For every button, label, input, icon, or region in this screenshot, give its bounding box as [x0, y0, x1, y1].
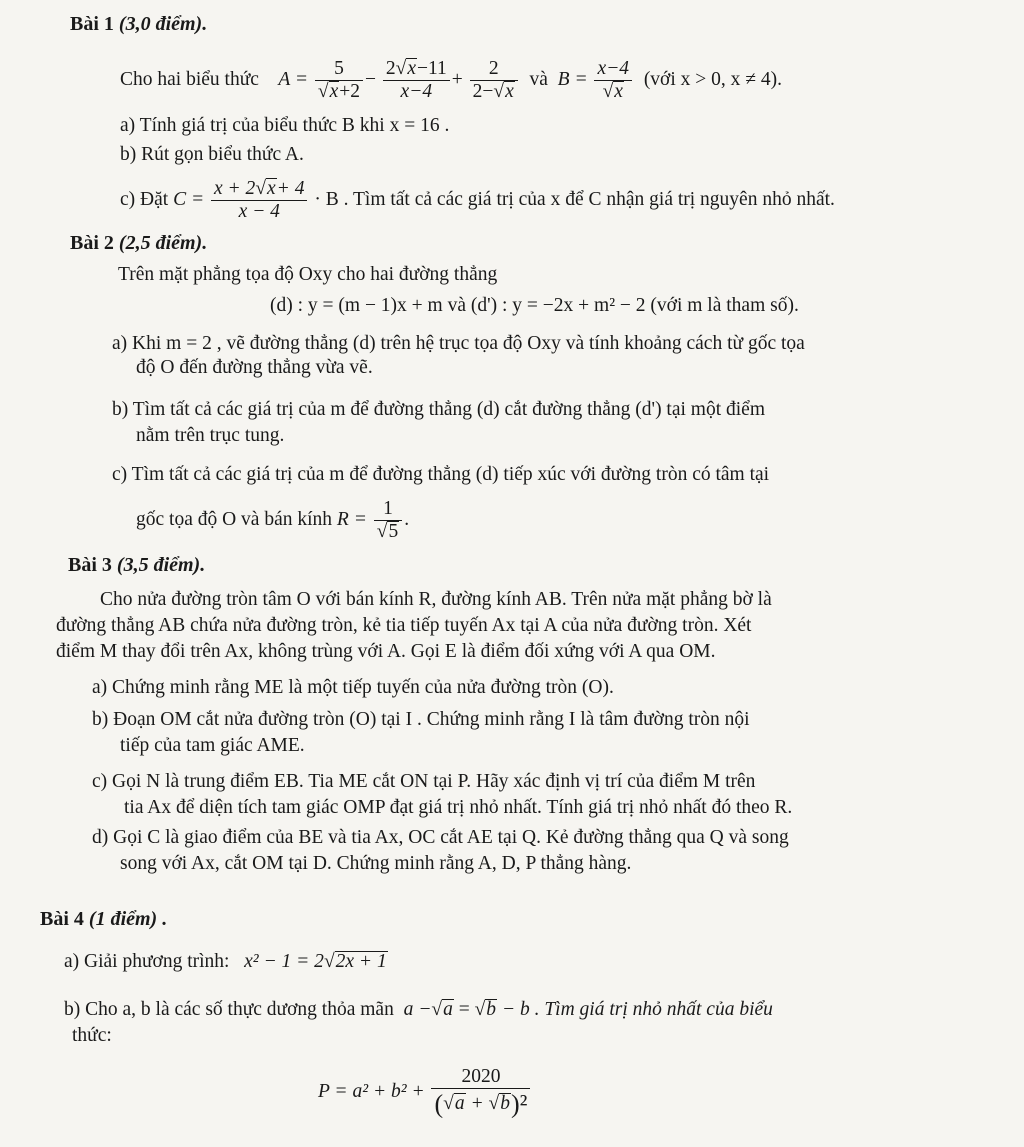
bai3-intro-3: điểm M thay đổi trên Ax, không trùng với A. Gọi E là điểm đối xứng với A qua OM.	[56, 641, 716, 662]
frac-a2: $\frac{2√x-11}{x-4}$	[383, 58, 450, 103]
bai2-part-a-1: a) Khi m = 2 , vẽ đường thẳng (d) trên hệ trục tọa độ Oxy và tính khoảng cách từ gốc tọa	[112, 333, 805, 354]
bai2-part-c-1: c) Tìm tất cả các giá trị của m để đường thẳng (d) tiếp xúc với đường tròn có tâm tại	[112, 464, 770, 485]
condition: (với x > 0, x ≠ 4).	[643, 69, 782, 90]
bai3-intro-2: đường thẳng AB chứa nửa đường tròn, kẻ tia tiếp tuyến Ax tại A của nửa đường tròn. Xét	[56, 615, 752, 636]
bai3-part-c-2: tia Ax để diện tích tam giác OMP đạt giá trị nhỏ nhất. Tính giá trị nhỏ nhất đó theo R.	[124, 797, 793, 818]
bai3-part-b-1: b) Đoạn OM cắt nửa đường tròn (O) tại I . Chứng minh rằng I là tâm đường tròn nội	[92, 709, 750, 730]
frac-a1: $\frac{5}{√x+2}$	[315, 58, 363, 103]
bai3-part-b-2: tiếp của tam giác AME.	[120, 735, 305, 756]
bai4-heading	[40, 907, 167, 931]
bai4-title: Bài 4	[40, 908, 84, 930]
bai3-intro-1: Cho nửa đường tròn tâm O với bán kính R, đường kính AB. Trên nửa mặt phẳng bờ là	[100, 589, 772, 610]
bai3-part-a: a) Chứng minh rằng ME là một tiếp tuyến của nửa đường tròn (O).	[92, 677, 614, 698]
and-text: và	[529, 69, 548, 90]
bai2-heading	[70, 231, 207, 255]
bai1-part-b: b) Rút gọn biểu thức A.	[120, 144, 304, 165]
bai2-lines: (d) : y = (m − 1)x + m và (d') : y = −2x + m² − 2 (với m là tham số).	[270, 295, 799, 316]
bai2-part-c-2: gốc tọa độ O và bán kính R = $\frac{1}{√5}$ .	[136, 498, 410, 543]
bai1-part-a: a) Tính giá trị của biểu thức B khi x = 16 .	[120, 115, 450, 136]
bai2-part-b-1: b) Tìm tất cả các giá trị của m để đường thẳng (d) cắt đường thẳng (d') tại một điểm	[112, 399, 766, 420]
bai1-expressions: Cho hai biểu thức A = $\frac{5}{√x+2}$ − $\frac{2√x-11}{x-4}$ + $\frac{2}{2-√x}$ và B = $\frac{x-4}{√x}$ (với x > 0, x ≠ 4).	[120, 58, 782, 103]
expr-b-lhs: B =	[557, 69, 588, 90]
frac-b: $\frac{x-4}{√x}$	[594, 58, 632, 103]
frac-r: $\frac{1}{√5}$	[374, 498, 402, 543]
bai4-part-b-2: thức:	[72, 1025, 112, 1046]
bai1-points: (3,0 điểm).	[118, 13, 208, 35]
bai3-part-d-1: d) Gọi C là giao điểm của BE và tia Ax, OC cắt AE tại Q. Kẻ đường thẳng qua Q và song	[92, 827, 789, 848]
bai4-points: (1 điểm) .	[88, 908, 168, 930]
bai2-part-a-2: độ O đến đường thẳng vừa vẽ.	[136, 357, 373, 378]
bai3-part-c-1: c) Gọi N là trung điểm EB. Tia ME cắt ON tại P. Hãy xác định vị trí của điểm M trên	[92, 771, 756, 792]
frac-p: $\frac{2020}{\text{(√a + √b)²}}$	[431, 1066, 530, 1120]
bai1-heading	[70, 12, 207, 36]
expr-a-lhs: A =	[278, 69, 309, 90]
bai1-part-c: c) Đặt C = $\frac{x + 2√x+ 4}{x - 4}$ · B . Tìm tất cả các giá trị của x để C nhận giá trị nguyên nhỏ nhất.	[120, 178, 835, 223]
bai2-part-b-2: nằm trên trục tung.	[136, 425, 285, 446]
bai3-part-d-2: song với Ax, cắt OM tại D. Chứng minh rằng A, D, P thẳng hàng.	[120, 853, 632, 874]
frac-a3: $\frac{2}{2-√x}$	[470, 58, 518, 103]
bai4-part-b-1: b) Cho a, b là các số thực dương thỏa mãn a −√a = √b − b . Tìm giá trị nhỏ nhất của biểu	[64, 999, 773, 1020]
bai2-points: (2,5 điểm).	[118, 232, 208, 254]
bai2-intro: Trên mặt phẳng tọa độ Oxy cho hai đường thẳng	[118, 264, 498, 285]
bai1-title: Bài 1	[70, 13, 114, 35]
bai4-expression-p: P = a² + b² + $\frac{2020}{\text{(√a + √b)²}}$	[318, 1052, 532, 1132]
bai1-intro: Cho hai biểu thức	[120, 69, 259, 90]
bai3-points: (3,5 điểm).	[116, 554, 206, 576]
bai4-part-a: a) Giải phương trình: x² − 1 = 2√2x + 1	[64, 951, 387, 972]
bai3-title: Bài 3	[68, 554, 112, 576]
frac-c: $\frac{x + 2√x+ 4}{x - 4}$	[211, 178, 307, 223]
bai2-title: Bài 2	[70, 232, 114, 254]
bai3-heading	[68, 553, 205, 577]
